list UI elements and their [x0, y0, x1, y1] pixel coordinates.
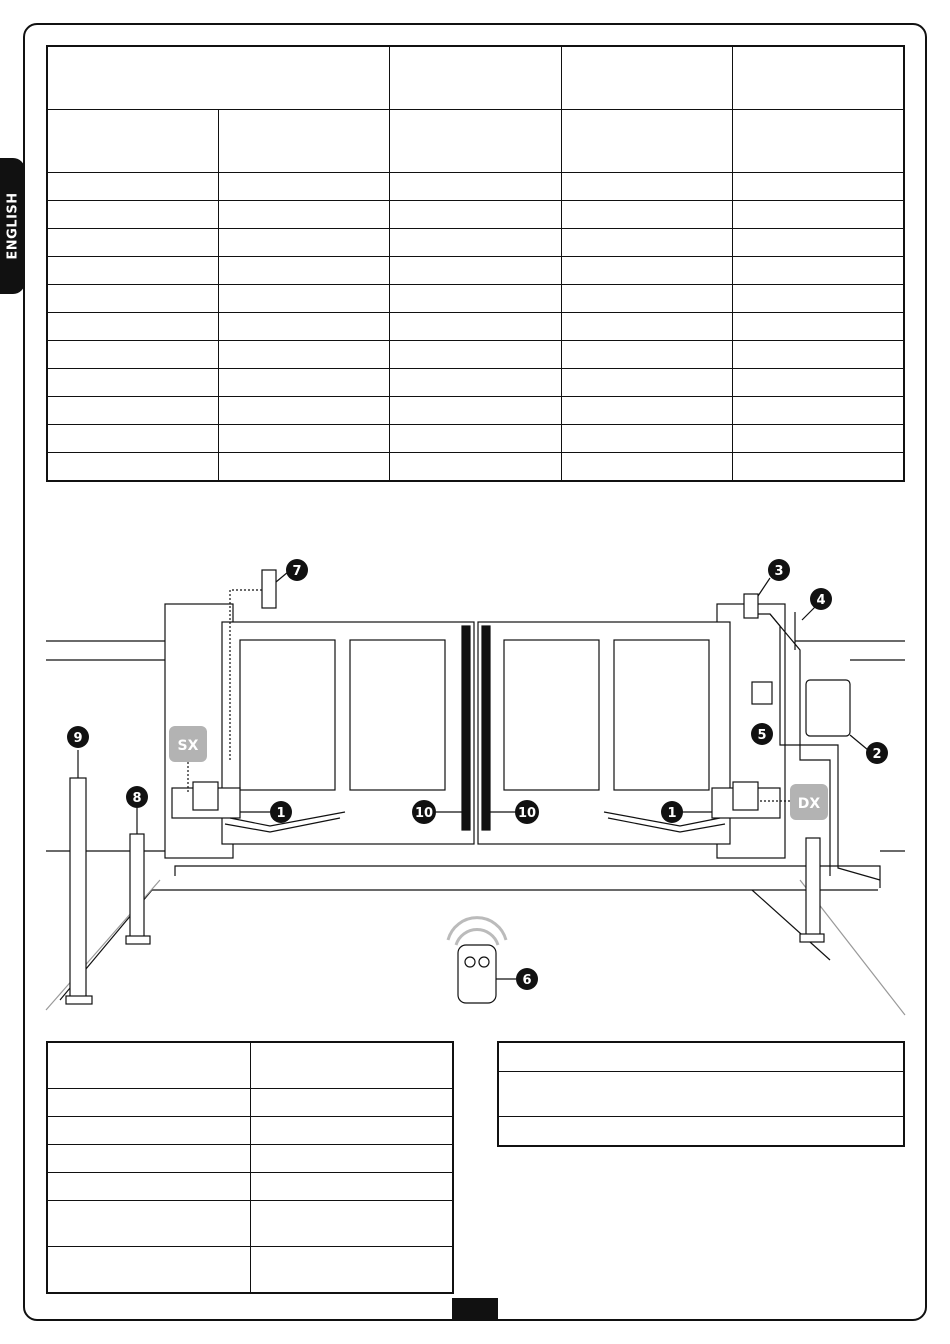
svg-text:2: 2 [872, 747, 882, 762]
table-row [498, 1042, 904, 1072]
callout [516, 968, 538, 990]
callout [661, 801, 683, 823]
callout [768, 559, 790, 581]
callout [270, 801, 292, 823]
callout [126, 786, 148, 808]
svg-text:10: 10 [414, 806, 434, 821]
table-cell [47, 1042, 251, 1089]
table-row [47, 1201, 453, 1247]
table-row [498, 1072, 904, 1117]
svg-text:6: 6 [522, 973, 532, 988]
side-left-label: SX [177, 738, 199, 754]
svg-text:7: 7 [292, 564, 302, 579]
svg-text:5: 5 [757, 728, 767, 743]
svg-text:1: 1 [276, 806, 286, 821]
page-number-tab [452, 1298, 498, 1319]
legend-table-left [46, 1041, 454, 1294]
callout [866, 742, 888, 764]
svg-text:3: 3 [774, 564, 784, 579]
svg-text:1: 1 [667, 806, 677, 821]
callout [67, 726, 89, 748]
table-row [47, 1117, 453, 1145]
side-right-label: DX [797, 796, 821, 812]
svg-text:4: 4 [816, 593, 826, 608]
table-row [47, 1247, 453, 1294]
callout [286, 559, 308, 581]
callout [810, 588, 832, 610]
table-cell [251, 1042, 454, 1089]
svg-text:8: 8 [132, 791, 142, 806]
table-row [47, 1173, 453, 1201]
callout [412, 800, 436, 824]
callout [515, 800, 539, 824]
language-label: ENGLISH [5, 192, 20, 260]
legend-table-right [497, 1041, 905, 1147]
callout [751, 723, 773, 745]
table-row [47, 1145, 453, 1173]
table-row [498, 1117, 904, 1147]
table-row [47, 1089, 453, 1117]
svg-text:10: 10 [517, 806, 537, 821]
svg-text:9: 9 [73, 731, 83, 746]
